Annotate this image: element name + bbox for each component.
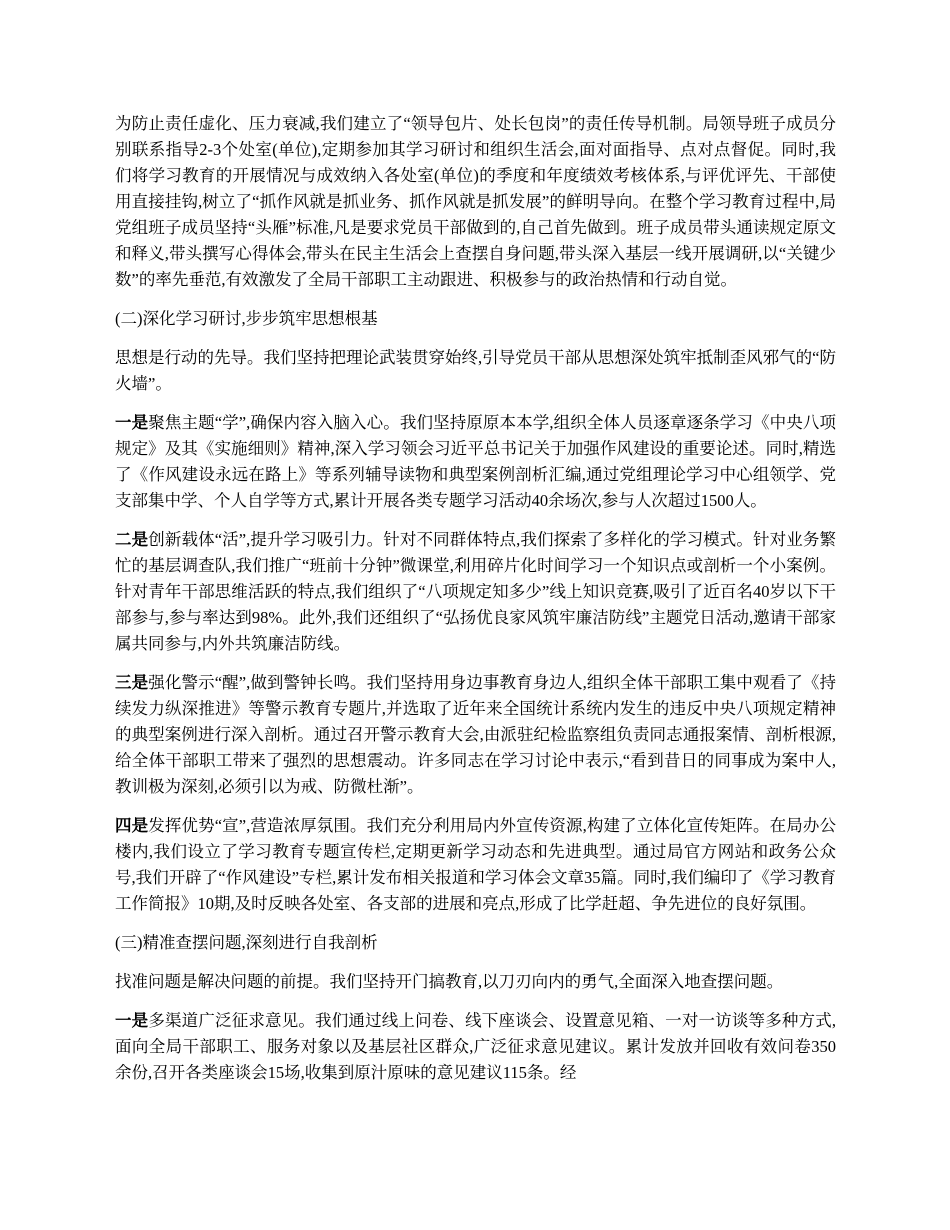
text-run: 强化警示“醒”,做到警钟长鸣。我们坚持用身边事教育身边人,组织全体干部职工集中观看了《持续发力纵深推进》等警示教育专题片,并选取了近年来全国统计系统内发生的违反中央八项规定精神的典型案例进行深入剖析。通过召开警示教育大会,由派驻纪检监察组负责同志通报案情、剖析根源,给全体干部职工带来了强烈的思想震动。许多同志在学习讨论中表示,“看到昔日的同事成为案中人,教训极为深刻,必须引以为戒、防微杜渐”。 <box>115 673 836 796</box>
paragraph <box>115 670 836 800</box>
paragraph <box>115 969 836 995</box>
text-run: 找准问题是解决问题的前提。我们坚持开门搞教育,以刀刃向内的勇气,全面深入地查摆问题。 <box>115 972 784 991</box>
document-body <box>115 111 836 1086</box>
section-heading <box>115 306 836 332</box>
text-run: 发挥优势“宣”,营造浓厚氛围。我们充分利用局内外宣传资源,构建了立体化宣传矩阵。在局办公楼内,我们设立了学习教育专题宣传栏,定期更新学习动态和先进典型。通过局官方网站和政务公众号,我们开辟了“作风建设”专栏,累计发布相关报道和学习体会文章35篇。同时,我们编印了《学习教育工作简报》10期,及时反映各处室、各支部的进展和亮点,形成了比学赶超、争先进位的良好氛围。 <box>115 816 836 913</box>
bold-text-run: 四是 <box>115 816 149 835</box>
bold-text-run: 三是 <box>115 673 149 692</box>
paragraph <box>115 527 836 657</box>
text-run: 创新载体“活”,提升学习吸引力。针对不同群体特点,我们探索了多样化的学习模式。针对业务繁忙的基层调查队,我们推广“班前十分钟”微课堂,利用碎片化时间学习一个知识点或剖析一个小案例。针对青年干部思维活跃的特点,我们组织了“八项规定知多少”线上知识竞赛,吸引了近百名40岁以下干部参与,参与率达到98%。此外,我们还组织了“弘扬优良家风筑牢廉洁防线”主题党日活动,邀请干部家属共同参与,内外共筑廉洁防线。 <box>115 530 836 653</box>
paragraph <box>115 345 836 397</box>
section-heading <box>115 930 836 956</box>
paragraph <box>115 813 836 917</box>
text-run: (二)深化学习研讨,步步筑牢思想根基 <box>115 309 378 328</box>
bold-text-run: 二是 <box>115 530 149 549</box>
paragraph <box>115 1008 836 1086</box>
paragraph <box>115 111 836 293</box>
text-run: 聚焦主题“学”,确保内容入脑入心。我们坚持原原本本学,组织全体人员逐章逐条学习《中央八项规定》及其《实施细则》精神,深入学习领会习近平总书记关于加强作风建设的重要论述。同时,精选了《作风建设永远在路上》等系列辅导读物和典型案例剖析汇编,通过党组理论学习中心组领学、党支部集中学、个人自学等方式,累计开展各类专题学习活动40余场次,参与人次超过1500人。 <box>115 413 836 510</box>
text-run: 思想是行动的先导。我们坚持把理论武装贯穿始终,引导党员干部从思想深处筑牢抵制歪风邪气的“防火墙”。 <box>115 348 836 393</box>
bold-text-run: 一是 <box>115 1011 149 1030</box>
text-run: 为防止责任虚化、压力衰减,我们建立了“领导包片、处长包岗”的责任传导机制。局领导班子成员分别联系指导2-3个处室(单位),定期参加其学习研讨和组织生活会,面对面指导、点对点督促。同时,我们将学习教育的开展情况与成效纳入各处室(单位)的季度和年度绩效考核体系,与评优评先、干部使用直接挂钩,树立了“抓作风就是抓业务、抓作风就是抓发展”的鲜明导向。在整个学习教育过程中,局党组班子成员坚持“头雁”标准,凡是要求党员干部做到的,自己首先做到。班子成员带头通读规定原文和释义,带头撰写心得体会,带头在民主生活会上查摆自身问题,带头深入基层一线开展调研,以“关键少数”的率先垂范,有效激发了全局干部职工主动跟进、积极参与的政治热情和行动自觉。 <box>115 114 836 289</box>
bold-text-run: 一是 <box>115 413 149 432</box>
paragraph <box>115 410 836 514</box>
text-run: (三)精准查摆问题,深刻进行自我剖析 <box>115 933 378 952</box>
text-run: 多渠道广泛征求意见。我们通过线上问卷、线下座谈会、设置意见箱、一对一访谈等多种方式,面向全局干部职工、服务对象以及基层社区群众,广泛征求意见建议。累计发放并回收有效问卷350余份,召开各类座谈会15场,收集到原汁原味的意见建议115条。经 <box>115 1011 837 1082</box>
